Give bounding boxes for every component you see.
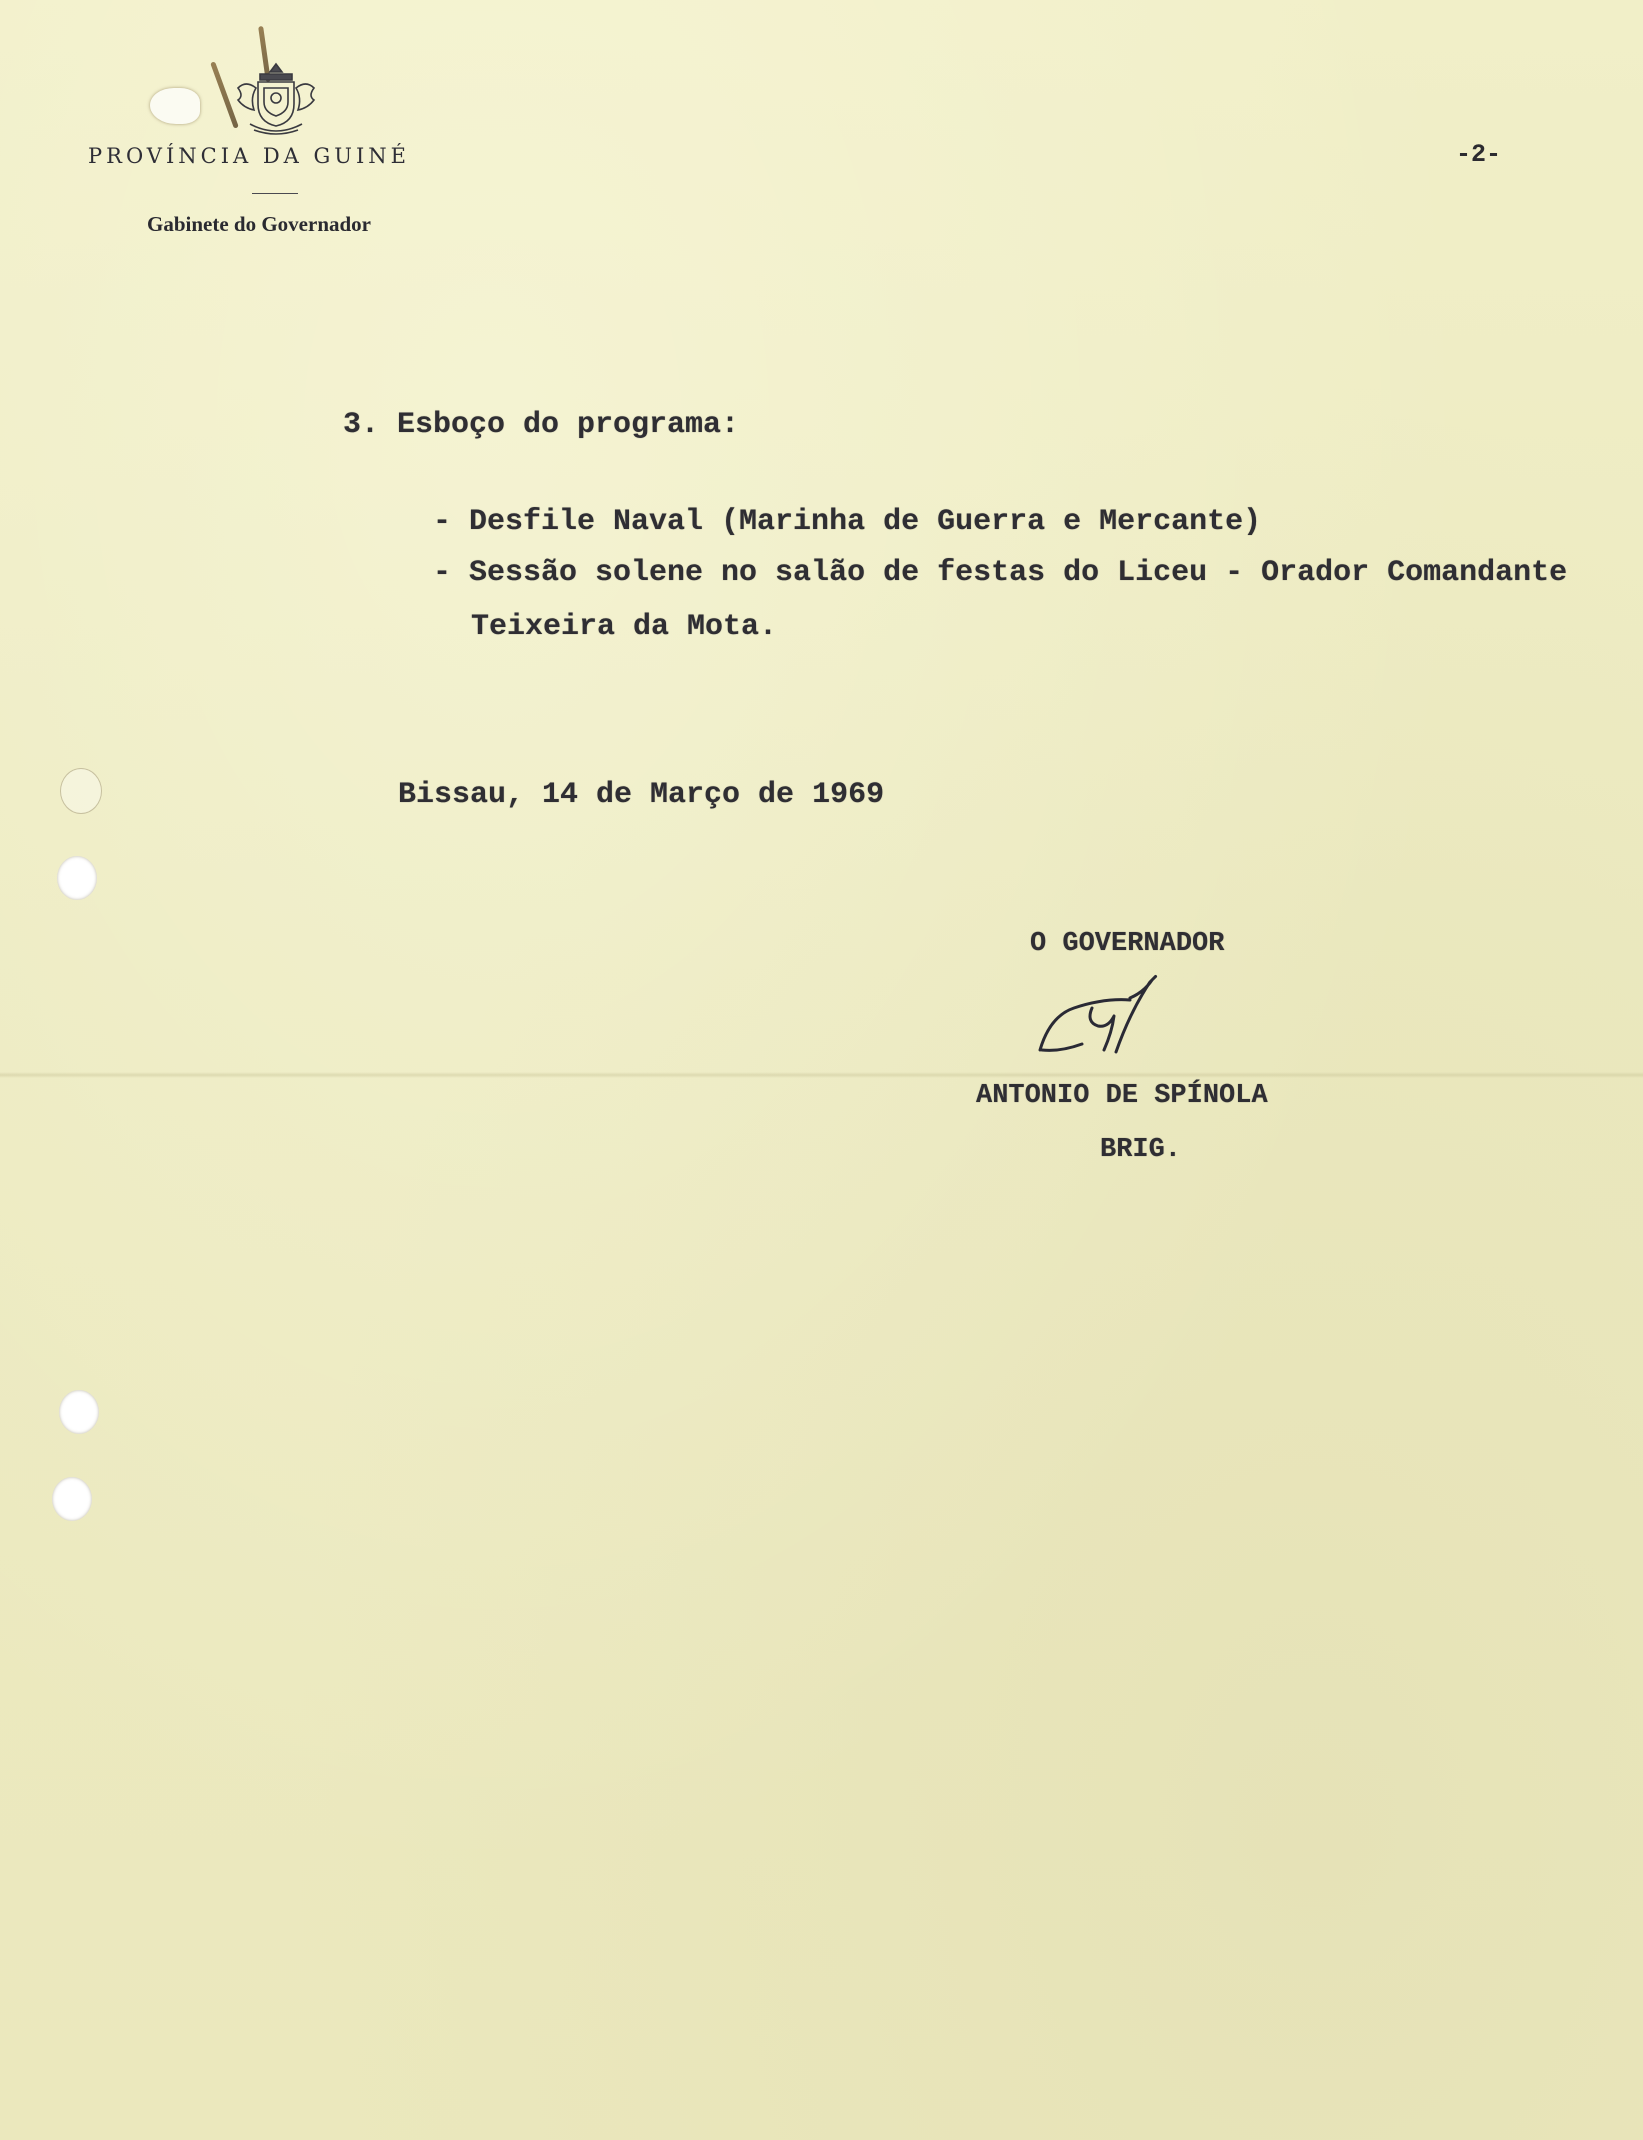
signatory-title: O GOVERNADOR [1030,929,1225,959]
program-item-continuation: Teixeira da Mota. [471,610,778,644]
punch-hole [60,768,102,814]
punch-hole [57,856,97,900]
letterhead-cabinet: Gabinete do Governador [147,212,371,236]
handwritten-signature-icon [1032,968,1177,1068]
punch-hole [59,1390,99,1434]
punch-hole [52,1477,92,1521]
place-and-date: Bissau, 14 de Março de 1969 [398,778,885,812]
signatory-name: ANTONIO DE SPÍNOLA [976,1081,1268,1111]
letterhead-divider [252,193,298,194]
section-heading: 3. Esboço do programa: [343,408,740,442]
paper-tear [150,88,200,124]
paper-fold-line [0,1072,1643,1078]
coat-of-arms-icon [230,58,322,140]
page-number: -2- [1456,140,1502,169]
program-item: - Sessão solene no salão de festas do Liceu - Orador Comandante [433,556,1568,590]
signatory-rank: BRIG. [1100,1135,1182,1165]
program-item: - Desfile Naval (Marinha de Guerra e Mercante) [433,505,1262,539]
letterhead-province: PROVÍNCIA DA GUINÉ [88,144,410,168]
